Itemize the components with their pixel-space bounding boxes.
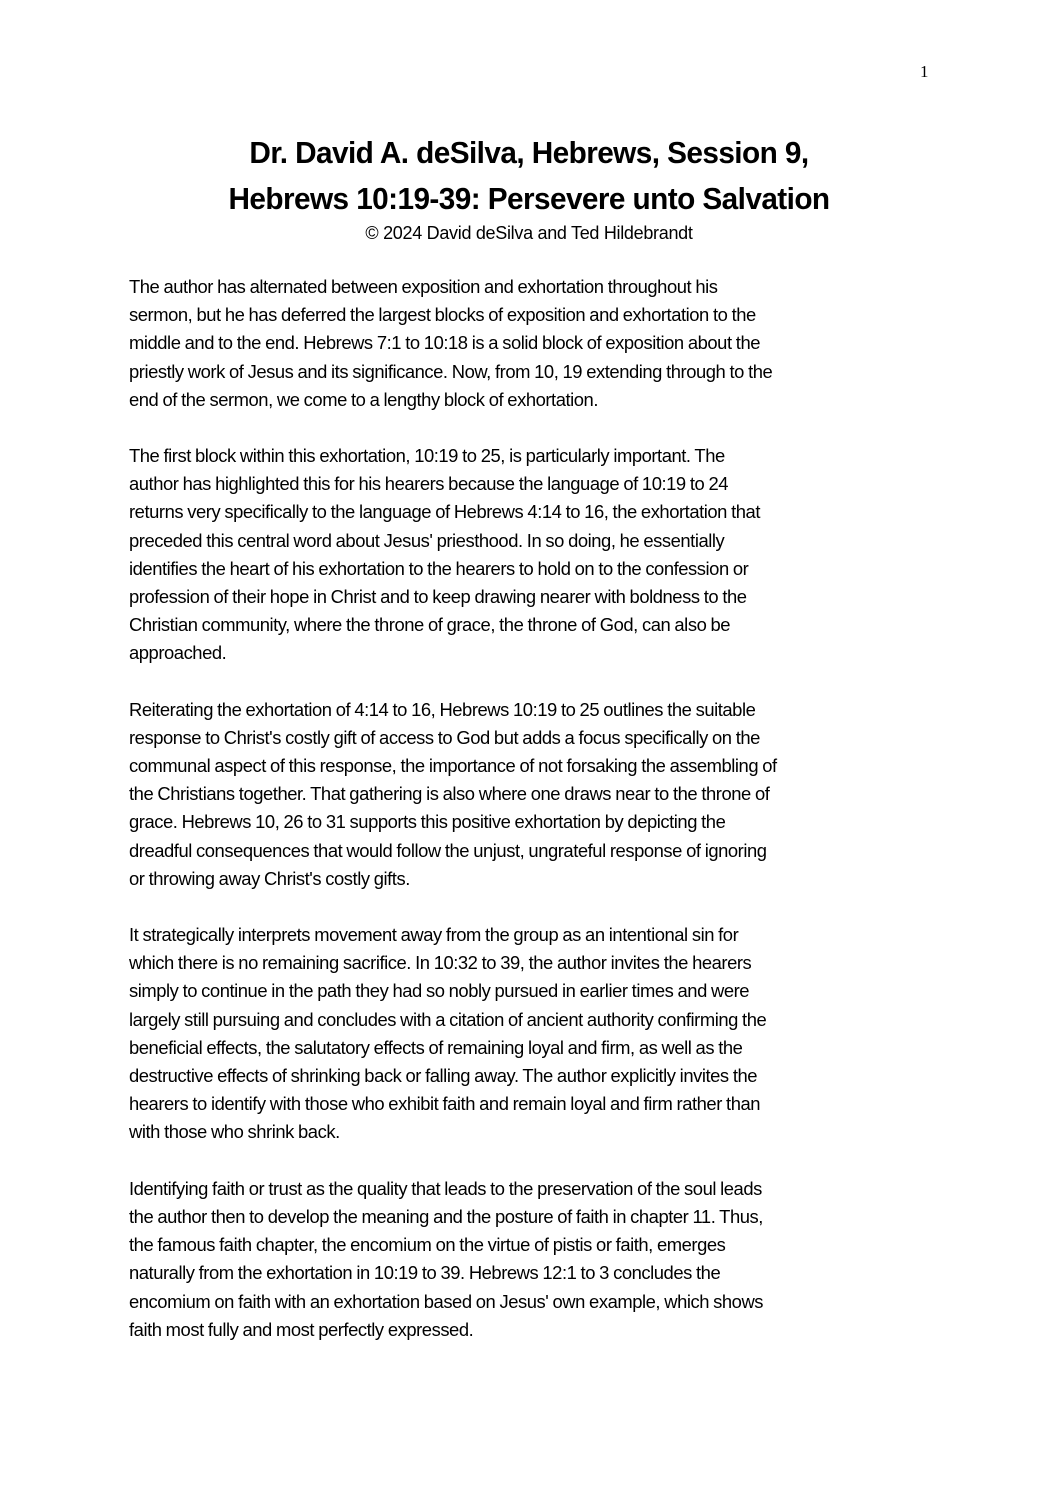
text-line: the author then to develop the meaning and the posture of faith in chapter 11. Thus, bbox=[129, 1205, 763, 1227]
text-line: profession of their hope in Christ and to keep drawing nearer with boldness to the bbox=[129, 586, 747, 608]
text-line: priestly work of Jesus and its significance. Now, from 10, 19 extending through to the bbox=[129, 360, 773, 382]
text-line: author has highlighted this for his hearers because the language of 10:19 to 24 bbox=[129, 473, 729, 495]
document-title-line-2: Hebrews 10:19-39: Persevere unto Salvation bbox=[228, 181, 830, 216]
copyright-notice: © 2024 David deSilva and Ted Hildebrandt bbox=[365, 223, 693, 243]
text-line: returns very specifically to the language of Hebrews 4:14 to 16, the exhortation that bbox=[129, 501, 760, 523]
text-line: faith most fully and most perfectly expressed. bbox=[129, 1318, 474, 1340]
text-line: middle and to the end. Hebrews 7:1 to 10:18 is a solid block of exposition about the bbox=[129, 332, 760, 354]
text-line: encomium on faith with an exhortation based on Jesus' own example, which shows bbox=[129, 1290, 764, 1312]
text-line: identifies the heart of his exhortation to the hearers to hold on to the confession or bbox=[129, 557, 749, 579]
text-line: largely still pursuing and concludes with a citation of ancient authority confirming the bbox=[129, 1008, 767, 1030]
text-line: approached. bbox=[129, 642, 227, 664]
text-line: sermon, but he has deferred the largest blocks of exposition and exhortation to the bbox=[129, 304, 756, 326]
paragraph-1 bbox=[129, 273, 949, 414]
text-line: Christian community, where the throne of grace, the throne of God, can also be bbox=[129, 614, 731, 636]
text-line: Identifying faith or trust as the quality that leads to the preservation of the soul leads bbox=[129, 1177, 762, 1199]
paragraph-3 bbox=[129, 696, 949, 893]
text-line: preceded this central word about Jesus' priesthood. In so doing, he essentially bbox=[129, 529, 725, 551]
text-line: grace. Hebrews 10, 26 to 31 supports this positive exhortation by depicting the bbox=[129, 811, 726, 833]
text-line: response to Christ's costly gift of access to God but adds a focus specifically on the bbox=[129, 726, 760, 748]
text-line: communal aspect of this response, the importance of not forsaking the assembling of bbox=[129, 755, 777, 777]
text-line: simply to continue in the path they had so nobly pursued in earlier times and were bbox=[129, 980, 750, 1002]
text-line: dreadful consequences that would follow the unjust, ungrateful response of ignoring bbox=[129, 839, 767, 861]
text-line: the Christians together. That gathering is also where one draws near to the throne of bbox=[129, 783, 770, 805]
text-line: naturally from the exhortation in 10:19 to 39. Hebrews 12:1 to 3 concludes the bbox=[129, 1262, 721, 1284]
text-line: beneficial effects, the salutatory effects of remaining loyal and firm, as well as the bbox=[129, 1036, 743, 1058]
text-line: with those who shrink back. bbox=[129, 1121, 340, 1143]
text-line: which there is no remaining sacrifice. In 10:32 to 39, the author invites the hearers bbox=[129, 952, 752, 974]
document-body bbox=[129, 273, 949, 1372]
paragraph-4 bbox=[129, 921, 949, 1147]
document-header bbox=[0, 130, 1058, 246]
text-line: The author has alternated between exposition and exhortation throughout his bbox=[129, 276, 718, 297]
text-line: destructive effects of shrinking back or falling away. The author explicitly invites the bbox=[129, 1065, 758, 1087]
page-number: 1 bbox=[920, 62, 929, 81]
text-line: The first block within this exhortation, 10:19 to 25, is particularly important. The bbox=[129, 445, 725, 467]
text-line: or throwing away Christ's costly gifts. bbox=[129, 867, 410, 889]
paragraph-5 bbox=[129, 1175, 949, 1344]
paragraph-2 bbox=[129, 442, 949, 668]
text-line: It strategically interprets movement away from the group as an intentional sin for bbox=[129, 924, 739, 946]
text-line: Reiterating the exhortation of 4:14 to 16, Hebrews 10:19 to 25 outlines the suitable bbox=[129, 698, 756, 720]
text-line: the famous faith chapter, the encomium on the virtue of pistis or faith, emerges bbox=[129, 1234, 726, 1256]
document-title-line-1: Dr. David A. deSilva, Hebrews, Session 9, bbox=[249, 135, 809, 170]
text-line: hearers to identify with those who exhibit faith and remain loyal and firm rather than bbox=[129, 1093, 761, 1115]
text-line: end of the sermon, we come to a lengthy block of exhortation. bbox=[129, 388, 598, 410]
